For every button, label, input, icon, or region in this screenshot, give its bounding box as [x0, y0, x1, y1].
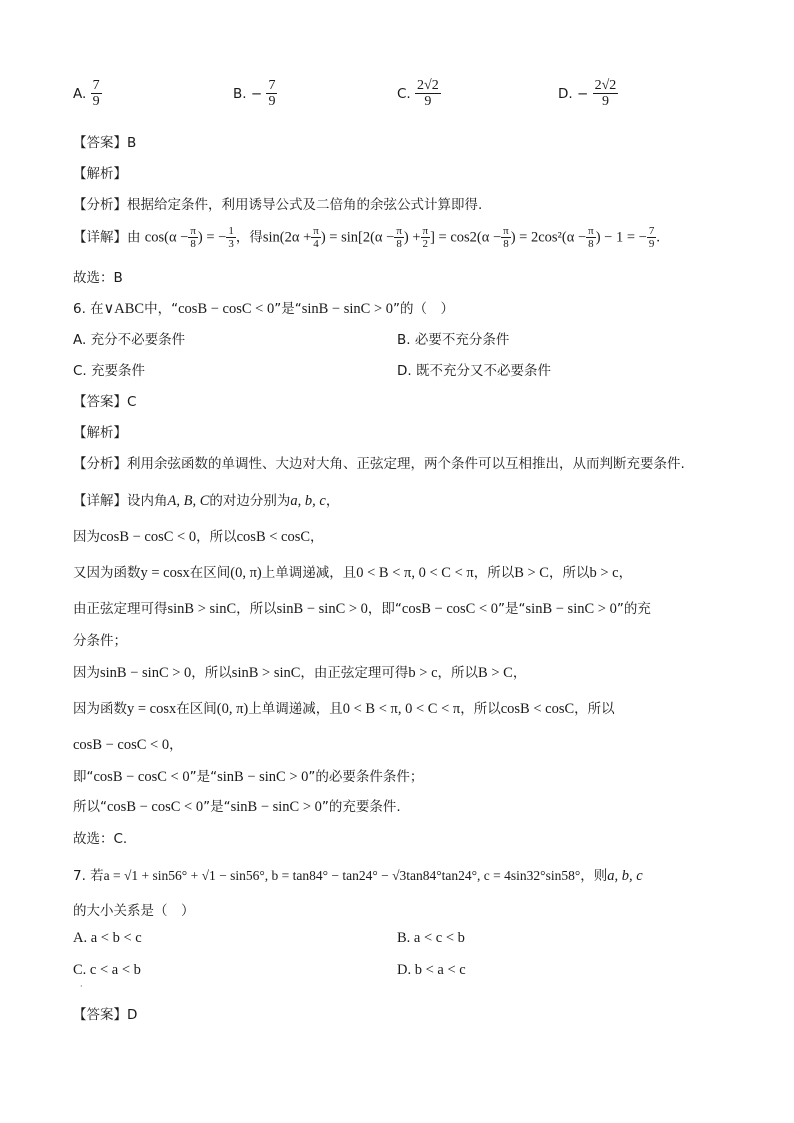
denominator: 2 [422, 238, 429, 251]
text: 又因为函数 [73, 565, 141, 581]
math-expr: cosB − cosC < 0 [401, 601, 499, 617]
stem-text: ”是“ [274, 301, 302, 317]
math-expr: B > C [478, 665, 513, 681]
math-expr: ∨ABC [103, 301, 145, 317]
q6-option-b: B. 必要不充分条件 [397, 332, 510, 348]
text: ，所以 [460, 701, 501, 717]
fenxi-text: 利用余弦函数的单调性、大边对大角、正弦定理，两个条件可以互相推出，从而判断充要条件. [127, 456, 685, 472]
q6-detail-line-1 [73, 489, 339, 510]
q6-fenxi [73, 452, 685, 472]
option-sign: − [576, 85, 589, 102]
q7-option-b: B. a < c < b [397, 930, 465, 946]
text: 因为函数 [73, 701, 127, 717]
numerator: 7 [92, 78, 100, 93]
math-expr: ) = − [197, 229, 227, 246]
fraction [501, 225, 511, 250]
option-letter: A. [73, 85, 87, 102]
text: ， [618, 565, 633, 581]
option-letter: C. [397, 85, 411, 102]
stray-dot: · [80, 982, 83, 991]
numerator: π [396, 225, 402, 237]
math-expr: sinB − sinC > 0 [100, 665, 192, 681]
fenxi-text: 根据给定条件，利用诱导公式及二倍角的余弦公式计算即得. [127, 197, 483, 213]
math-expr: sin(2α + [262, 229, 312, 246]
numerator: π [588, 225, 594, 237]
math-expr: sinB > sinC [231, 665, 301, 681]
q6-detail-line-7 [73, 697, 615, 718]
option-sign: − [250, 85, 263, 102]
math-expr: B > C [514, 565, 549, 581]
q6-detail-line-10 [73, 795, 401, 816]
numerator: 7 [648, 225, 655, 237]
math-expr: cosB − cosC < 0 [100, 529, 197, 545]
q5-detail [73, 225, 660, 250]
denominator: 8 [396, 238, 402, 251]
math-expr: sinB − sinC > 0 [217, 769, 309, 785]
q5-fenxi [73, 193, 482, 213]
denominator: 9 [424, 94, 432, 110]
q7-stem-line-2: 的大小关系是（ ） [73, 903, 195, 919]
text: ”的充 [616, 601, 651, 617]
math-expr: cosB < cosC [236, 529, 311, 545]
q6-detail-line-2 [73, 525, 324, 546]
fraction [394, 225, 404, 250]
q5-option-c [397, 78, 441, 110]
q7-stem [73, 864, 643, 885]
math-expr: 0 < B < π, 0 < C < π [356, 565, 474, 581]
q6-detail-line-9 [73, 765, 423, 786]
math-expr: cosB − cosC < 0 [178, 301, 275, 317]
text: 因为 [73, 665, 100, 681]
math-expr: cosB − cosC < 0 [73, 737, 170, 753]
answer-value: C [127, 394, 137, 410]
text: ，所以 [437, 665, 479, 681]
q6-option-d: D. 既不充分又不必要条件 [397, 363, 551, 379]
detail-text: 的对边分别为 [209, 493, 291, 509]
detail-text: ，得 [235, 229, 263, 246]
denominator: 4 [313, 238, 319, 251]
math-expr: ] = cos2(α − [430, 229, 502, 246]
math-expr: sinB − sinC > 0 [276, 601, 368, 617]
denominator: 9 [648, 238, 655, 251]
option-fraction [415, 78, 441, 110]
denominator: 8 [588, 238, 594, 251]
math-expr: ) = sin[2(α − [320, 229, 395, 246]
denominator: 8 [503, 238, 509, 251]
text: 因为 [73, 529, 100, 545]
q7-option-a: A. a < b < c [73, 930, 142, 946]
denominator: 9 [268, 94, 276, 110]
q6-detail-line-6 [73, 661, 526, 682]
text: ，所以 [196, 529, 237, 545]
detail-text: 由 [127, 229, 141, 246]
numerator: 7 [268, 78, 276, 93]
numerator: π [422, 225, 429, 237]
answer-value: B [127, 135, 137, 151]
text: ”是“ [498, 601, 526, 617]
text: ， [512, 665, 527, 681]
math-expr: cos(α − [144, 229, 189, 246]
numerator: π [503, 225, 509, 237]
numerator: 2√2 [417, 78, 439, 93]
answer-tag: 【答案】 [73, 394, 127, 410]
text: 在区间 [189, 565, 231, 581]
fraction [647, 225, 657, 250]
fraction [311, 225, 321, 250]
q5-answer [73, 131, 136, 151]
fraction [226, 225, 236, 250]
fenxi-tag: 【分析】 [73, 456, 127, 472]
option-letter: D. [558, 85, 573, 102]
fenxi-tag: 【分析】 [73, 197, 127, 213]
denominator: 8 [190, 238, 196, 251]
stem-text: ”的（ ） [393, 301, 455, 317]
text: ”的充要条件. [321, 799, 401, 815]
text: ，即“ [367, 601, 402, 617]
q7-answer [73, 1003, 137, 1023]
math-expr: b > c [408, 665, 438, 681]
numerator: π [190, 225, 196, 237]
math-expr: cosB < cosC [500, 701, 575, 717]
option-fraction [593, 78, 619, 110]
fraction [188, 225, 198, 250]
numerator: 1 [228, 225, 234, 237]
q6-analysis-heading: 【解析】 [73, 425, 127, 441]
math-expr: ) − 1 = − [595, 229, 647, 246]
text: ，所以 [574, 701, 615, 717]
text: 所以“ [73, 799, 107, 815]
text: ， [310, 529, 324, 545]
denominator: 9 [601, 94, 609, 110]
math-expr: ) + [403, 229, 421, 246]
q6-detail-line-5: 分条件； [73, 633, 127, 649]
q5-choice: 故选：B [73, 270, 123, 286]
text: ， [169, 737, 183, 753]
math-expr: a, b, c [607, 868, 643, 884]
q5-option-b [233, 78, 277, 110]
math-expr: . [656, 229, 660, 246]
math-expr: (0, π) [216, 701, 249, 717]
q6-detail-line-4 [73, 597, 651, 618]
detail-tag: 【详解】 [73, 229, 127, 246]
text: 在区间 [176, 701, 217, 717]
answer-value: D [127, 1007, 138, 1023]
q6-stem [73, 297, 454, 318]
q7-option-d: D. b < a < c [397, 962, 466, 978]
math-expr: 0 < B < π, 0 < C < π [342, 701, 461, 717]
text: ，所以 [236, 601, 277, 617]
math-expr: cosB − cosC < 0 [93, 769, 190, 785]
text: ，由正弦定理可得 [300, 665, 409, 681]
stem-text: 6. 在 [73, 301, 104, 317]
denominator: 9 [92, 94, 100, 110]
q6-choice: 故选：C. [73, 831, 128, 847]
q6-detail-line-3 [73, 561, 632, 582]
q6-detail-line-8 [73, 733, 183, 754]
text: 上单调递减，且 [248, 701, 343, 717]
q6-option-a: A. 充分不必要条件 [73, 332, 186, 348]
numerator: 2√2 [594, 78, 617, 93]
math-expr: sinB > sinC [167, 601, 237, 617]
q6-answer [73, 390, 136, 410]
math-expr: A, B, C [167, 493, 210, 509]
q7-option-c: C. c < a < b [73, 962, 141, 978]
math-expr: sinB − sinC > 0 [301, 301, 394, 317]
stem-text: ，则 [580, 868, 608, 884]
text: ”是“ [189, 769, 218, 785]
math-expr: (0, π) [230, 565, 262, 581]
detail-text: ， [325, 493, 340, 509]
q5-analysis-heading: 【解析】 [73, 166, 127, 182]
q5-option-a [73, 78, 102, 110]
math-expr: b > c [589, 565, 619, 581]
fraction [421, 225, 431, 250]
numerator: π [313, 225, 319, 237]
option-fraction [266, 78, 277, 110]
math-expr: sinB − sinC > 0 [230, 799, 322, 815]
stem-text: 中，“ [144, 301, 179, 317]
math-expr: a, b, c [290, 493, 326, 509]
math-expr: y = cosx [140, 565, 190, 581]
math-expr: sinB − sinC > 0 [525, 601, 617, 617]
text: ，所以 [473, 565, 515, 581]
text: 由正弦定理可得 [73, 601, 168, 617]
text: ”的必要条件条件； [308, 769, 424, 785]
text: 即“ [73, 769, 94, 785]
fraction [586, 225, 596, 250]
answer-tag: 【答案】 [73, 135, 127, 151]
math-expr: cosB − cosC < 0 [107, 799, 204, 815]
option-fraction [91, 78, 102, 110]
math-expr: ) = 2cos²(α − [510, 229, 587, 246]
text: ”是“ [203, 799, 231, 815]
option-letter: B. [233, 85, 247, 102]
math-expr: a = √1 + sin56° + √1 − sin56°, b = tan84° − tan24° − √3tan84°tan24°, c = 4sin32°sin58° [103, 868, 581, 883]
q6-option-c: C. 充要条件 [73, 363, 146, 379]
denominator: 3 [228, 238, 234, 251]
stem-text: 7. 若 [73, 868, 104, 884]
text: ，所以 [191, 665, 232, 681]
detail-text: 设内角 [127, 493, 168, 509]
text: ，所以 [548, 565, 590, 581]
detail-tag: 【详解】 [73, 493, 127, 509]
text: 上单调递减，且 [261, 565, 357, 581]
math-expr: y = cosx [127, 701, 177, 717]
answer-tag: 【答案】 [73, 1007, 127, 1023]
q5-option-d [558, 78, 618, 110]
